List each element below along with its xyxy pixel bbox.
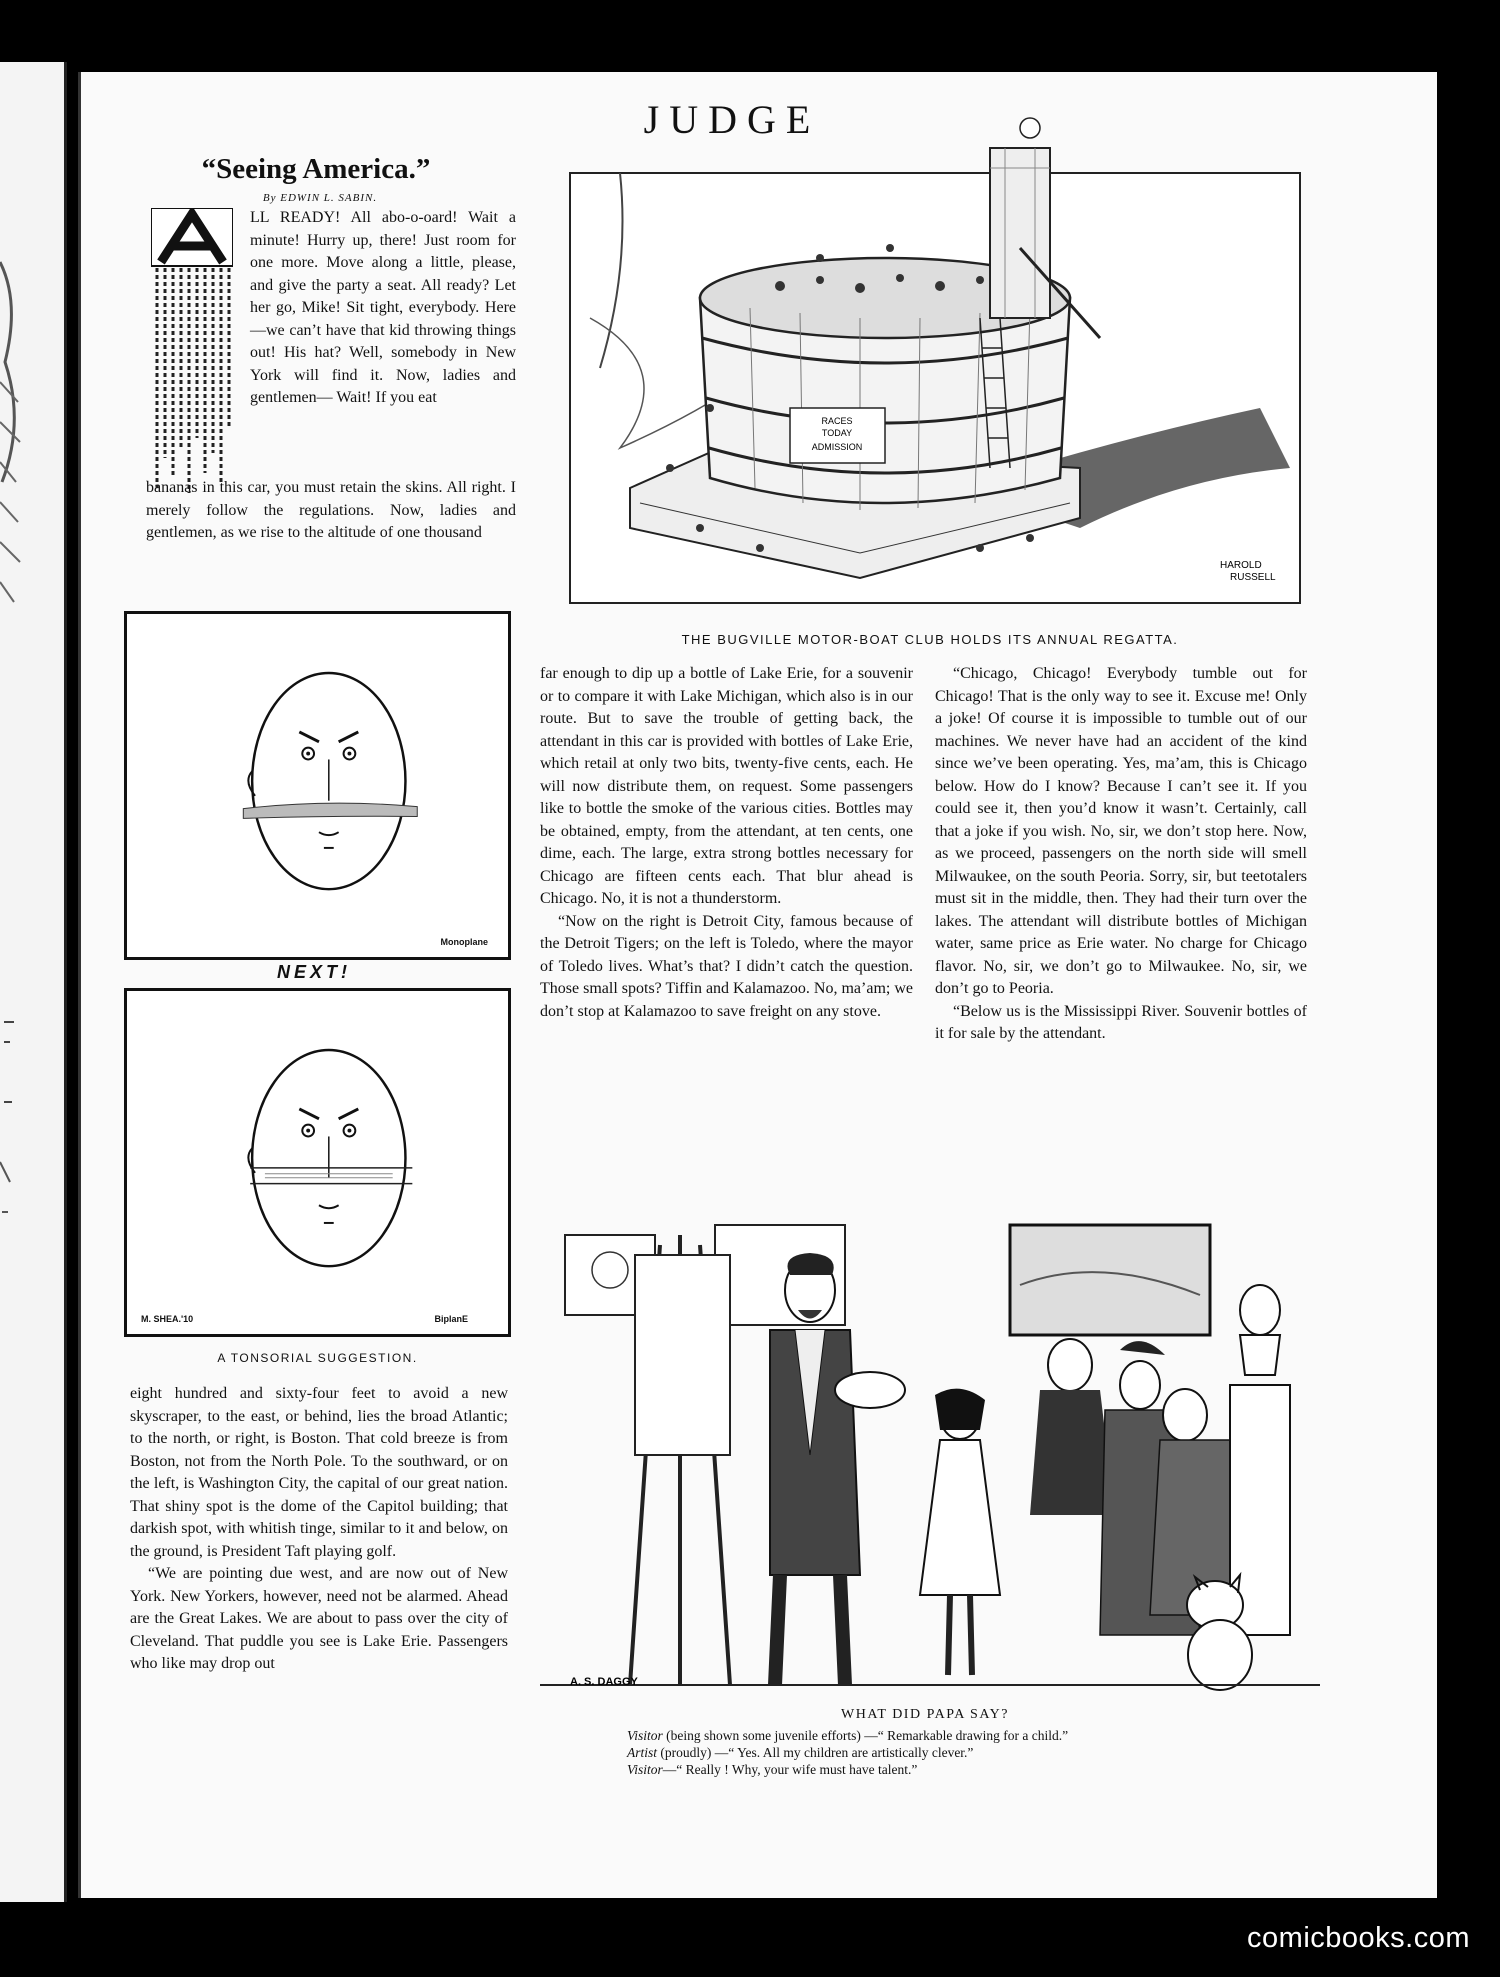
article-paragraph: “Below us is the Mississippi River. Souvenir bottles of it for sale by the attendant. (935, 1002, 1307, 1042)
regatta-caption: THE BUGVILLE MOTOR-BOAT CLUB HOLDS ITS ANNUAL REGATTA. (681, 632, 1179, 647)
dialogue-line (627, 1744, 1227, 1761)
regatta-signature: HAROLD (1220, 560, 1262, 571)
dialogue-text: (being shown some juvenile efforts) —“ Remarkable drawing for a child.” (662, 1728, 1069, 1743)
dialogue-speaker: Visitor (627, 1728, 663, 1743)
article-byline: By EDWIN L. SABIN. (262, 192, 378, 204)
dialogue-line (627, 1727, 1227, 1744)
regatta-sign-line: ADMISSION (811, 442, 863, 452)
biplane-label: BiplanE (434, 1314, 468, 1324)
biplane-panel (124, 988, 511, 1337)
studio-cartoon-dialogue (627, 1727, 1227, 1778)
article-intro-column (250, 207, 516, 410)
studio-cartoon-title: WHAT DID PAPA SAY? (841, 1707, 1009, 1722)
regatta-sign-line: TODAY (821, 428, 853, 438)
article-paragraph: “Chicago, Chicago! Everybody tumble out for Chicago! That is the only way to see it. Excuse me! Only a joke! Of course it is impossible to tumble out of our machines. We never have had an accident of the kind since we’ve been operating. Yes, ma’am, this is Chicago below. How do I know? Because I can’t see it. If you could see it, then you’d know it wasn’t. Certainly, call that a joke if you wish. No, sir, we don’t stop here. Now, as we proceed, passengers on the north side will smell Milwaukee, on the south Peoria. Sorry, sir, but teetotalers must sit in the middle, then. They had their turn over the lakes. The attendant will distribute bottles of Michigan water, same price as Erie water. No charge for Chicago flavor. No, sir, we don’t go to Milwaukee. No, sir, we don’t go to Peoria. (935, 665, 1307, 997)
article-title: “Seeing America.” (201, 153, 431, 185)
dialogue-line (627, 1761, 1227, 1778)
article-paragraph: “Now on the right is Detroit City, famous because of the Detroit Tigers; on the left is Toledo, where the mayor of Toledo lives. What’s that? I didn’t catch the question. Those small spots? Tiffin and Kalamazoo. No, ma’am; we don’t stop at Kalamazoo to save freight on any stove. (540, 912, 913, 1020)
article-paragraph: bananas in this car, you must retain the skins. All right. I merely follow the regulations. Now, ladies and gentlemen, as we rise to the altitude of one thousand (146, 479, 516, 541)
magazine-title: JUDGE (643, 97, 821, 142)
article-paragraph: eight hundred and sixty-four feet to avoid a new skyscraper, to the east, or behind, lies the broad Atlantic; to the north, or right, is Boston. That cold breeze is from Boston, not from the North Pole. To the southward, or on the left, is Washington City, the capital of our great nation. That shiny spot is the dome of the Capitol building; that darkish spot, with whitish tinge, similar to it and below, on the ground, is President Taft playing golf. (130, 1385, 508, 1560)
monoplane-label: Monoplane (440, 937, 488, 947)
article-paragraph: “We are pointing due west, and are now out of New York. New Yorkers, however, need not be alarmed. Ahead are the Great Lakes. We are about to pass over the city of Cleveland. That puddle you see is Lake Erie. Passengers who like may drop out (130, 1565, 508, 1672)
article-intro-continued (146, 477, 516, 545)
article-middle-column (540, 663, 913, 1023)
drop-cap-a-ornament (151, 208, 233, 498)
article-paragraph: LL READY! All abo-o-oard! Wait a minute! Hurry up, there! Just room for one more. Move along a little, please, and give the party a seat. All ready? Let her go, Mike! Sit tight, everybody. Here—we can’t have that kid throwing things out! His hat? Well, somebody in New York will find it. Now, ladies and gentlemen— Wait! If you eat (250, 209, 516, 406)
dialogue-speaker: Artist (627, 1745, 658, 1760)
monoplane-panel (124, 611, 511, 960)
dialogue-speaker: Visitor (627, 1762, 663, 1777)
tonsorial-signature: M. SHEA.'10 (141, 1314, 194, 1324)
article-right-column (935, 663, 1307, 1046)
studio-illustration (540, 1215, 1320, 1705)
next-label: NEXT! (277, 962, 351, 982)
article-paragraph: far enough to dip up a bottle of Lake Erie, for a souvenir or to compare it with Lake Michigan, which also is in our route. But to save the trouble of getting back, the attendant in this car is provided with bottles of Lake Erie, which retail at only two bits, twenty-five cents, each. He will now distribute them, on request. Some passengers like to bottle the smoke of the various cities. Bottles may be obtained, empty, from the attendant, at ten cents, one dime, each. The large, extra strong bottles necessary for Chicago are fifteen cents each. That blur ahead is Chicago. No, it is not a thunderstorm. (540, 665, 913, 907)
dialogue-text: (proudly) —“ Yes. All my children are artistically clever.” (657, 1745, 974, 1760)
site-watermark: comicbooks.com (1247, 1922, 1470, 1954)
regatta-sign-line: RACES (821, 416, 853, 426)
dialogue-text: —“ Really ! Why, your wife must have talent.” (662, 1762, 918, 1777)
regatta-signature: RUSSELL (1230, 572, 1276, 583)
regatta-illustration (560, 108, 1320, 618)
adjacent-page-edge (0, 62, 67, 1902)
tonsorial-caption: A TONSORIAL SUGGESTION. (217, 1351, 418, 1365)
article-left-column (130, 1383, 508, 1676)
adjacent-page-marks (0, 62, 40, 1902)
studio-signature: A. S. DAGGY (570, 1676, 638, 1688)
